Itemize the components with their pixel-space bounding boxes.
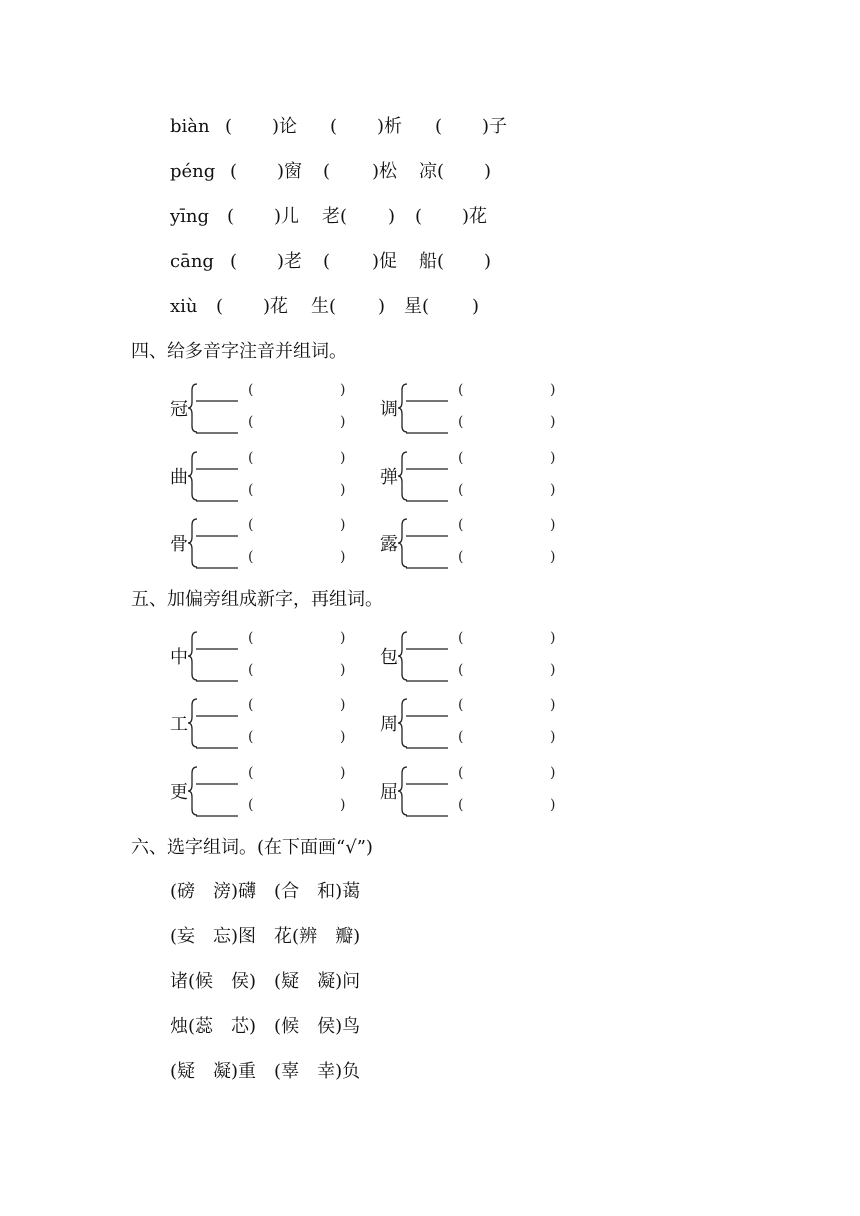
polyphone-block [380,765,580,825]
paren-open: ( [248,450,254,466]
paren-open: ( [458,697,464,713]
brace-icon [188,765,242,819]
paren-open: ( [458,630,464,646]
blank-word: )论 [272,116,298,137]
pinyin: xiù [170,296,198,317]
blank-word: ) [472,296,480,317]
brace-icon [398,382,452,436]
base-character: 曲 [170,467,188,488]
blank-open: ( [227,206,235,227]
paren-open: ( [458,414,464,430]
paren-close: ) [340,414,346,430]
brace-icon [188,630,242,684]
pinyin: biàn [170,116,210,137]
base-character: 周 [380,714,398,735]
blank-word: )儿 [274,206,300,227]
paren-open: ( [248,662,254,678]
brace-icon [398,517,452,571]
paren-close: ) [550,630,556,646]
section4-title: 四、给多音字注音并组词。 [131,341,347,362]
paren-close: ) [340,729,346,745]
blank-open: ( [415,206,423,227]
polyphone-block [170,450,370,510]
paren-close: ) [550,662,556,678]
blank-word: )窗 [277,161,303,182]
polyphone-block [170,697,370,757]
brace-icon [188,517,242,571]
pinyin: yīng [170,206,210,227]
paren-close: ) [340,630,346,646]
paren-close: ) [550,697,556,713]
choice-row: 诸(候 侯) (疑 凝)问 [170,971,361,992]
base-character: 露 [380,534,398,555]
blank-open: ( [216,296,224,317]
blank-open: ( [435,116,443,137]
paren-open: ( [458,517,464,533]
blank-open: 船( [419,251,445,272]
paren-open: ( [458,450,464,466]
brace-icon [188,382,242,436]
polyphone-block [170,630,370,690]
polyphone-block [170,517,370,577]
blank-open: ( [330,116,338,137]
paren-open: ( [248,630,254,646]
paren-close: ) [550,482,556,498]
paren-open: ( [248,729,254,745]
paren-close: ) [550,450,556,466]
paren-open: ( [458,382,464,398]
paren-close: ) [340,482,346,498]
blank-word: )松 [372,161,398,182]
blank-word: )促 [372,251,398,272]
polyphone-block [380,382,580,442]
pinyin: cāng [170,251,214,272]
paren-open: ( [458,662,464,678]
choice-row: 烛(蕊 芯) (候 侯)鸟 [170,1016,361,1037]
blank-open: ( [230,161,238,182]
blank-word: ) [388,206,396,227]
base-character: 屈 [380,782,398,803]
base-character: 调 [380,399,398,420]
paren-open: ( [458,729,464,745]
base-character: 弹 [380,467,398,488]
paren-close: ) [550,765,556,781]
blank-open: 凉( [419,161,445,182]
paren-close: ) [550,797,556,813]
base-character: 更 [170,782,188,803]
blank-word: ) [484,251,492,272]
blank-word: )子 [482,116,508,137]
pinyin: péng [170,161,216,182]
paren-close: ) [550,729,556,745]
blank-word: )花 [462,206,488,227]
section5-title: 五、加偏旁组成新字，再组词。 [131,589,383,610]
base-character: 冠 [170,399,188,420]
paren-open: ( [248,482,254,498]
blank-open: ( [323,251,331,272]
blank-open: ( [230,251,238,272]
brace-icon [188,697,242,751]
paren-open: ( [458,797,464,813]
blank-word: )老 [277,251,303,272]
paren-open: ( [248,414,254,430]
blank-word: )花 [263,296,289,317]
paren-open: ( [458,549,464,565]
paren-close: ) [340,382,346,398]
paren-close: ) [550,549,556,565]
base-character: 骨 [170,534,188,555]
paren-close: ) [340,450,346,466]
blank-open: ( [323,161,331,182]
polyphone-block [170,765,370,825]
paren-open: ( [458,765,464,781]
paren-close: ) [340,765,346,781]
brace-icon [188,450,242,504]
paren-close: ) [550,382,556,398]
blank-word: ) [484,161,492,182]
polyphone-block [380,630,580,690]
blank-word: )析 [377,116,403,137]
paren-open: ( [248,765,254,781]
paren-open: ( [248,549,254,565]
polyphone-block [170,382,370,442]
choice-row: (妄 忘)图 花(辨 瓣) [170,926,361,947]
paren-close: ) [340,797,346,813]
pinyin-row [170,115,210,139]
paren-close: ) [340,549,346,565]
polyphone-block [380,450,580,510]
paren-close: ) [550,414,556,430]
paren-open: ( [458,482,464,498]
brace-icon [398,450,452,504]
choice-row: (磅 滂)礴 (合 和)蔼 [170,881,361,902]
base-character: 包 [380,647,398,668]
blank-word: ) [378,296,386,317]
paren-open: ( [248,517,254,533]
paren-open: ( [248,797,254,813]
blank-open: ( [225,116,233,137]
paren-close: ) [340,662,346,678]
choice-row: (疑 凝)重 (辜 幸)负 [170,1061,361,1082]
brace-icon [398,697,452,751]
brace-icon [398,765,452,819]
polyphone-block [380,697,580,757]
blank-open: 星( [404,296,430,317]
paren-close: ) [340,517,346,533]
paren-open: ( [248,382,254,398]
paren-open: ( [248,697,254,713]
paren-close: ) [340,697,346,713]
base-character: 中 [170,647,188,668]
base-character: 工 [170,714,188,735]
brace-icon [398,630,452,684]
blank-open: 生( [311,296,337,317]
section6-title: 六、选字组词。(在下面画“√”) [131,837,373,858]
polyphone-block [380,517,580,577]
blank-open: 老( [322,206,348,227]
paren-close: ) [550,517,556,533]
